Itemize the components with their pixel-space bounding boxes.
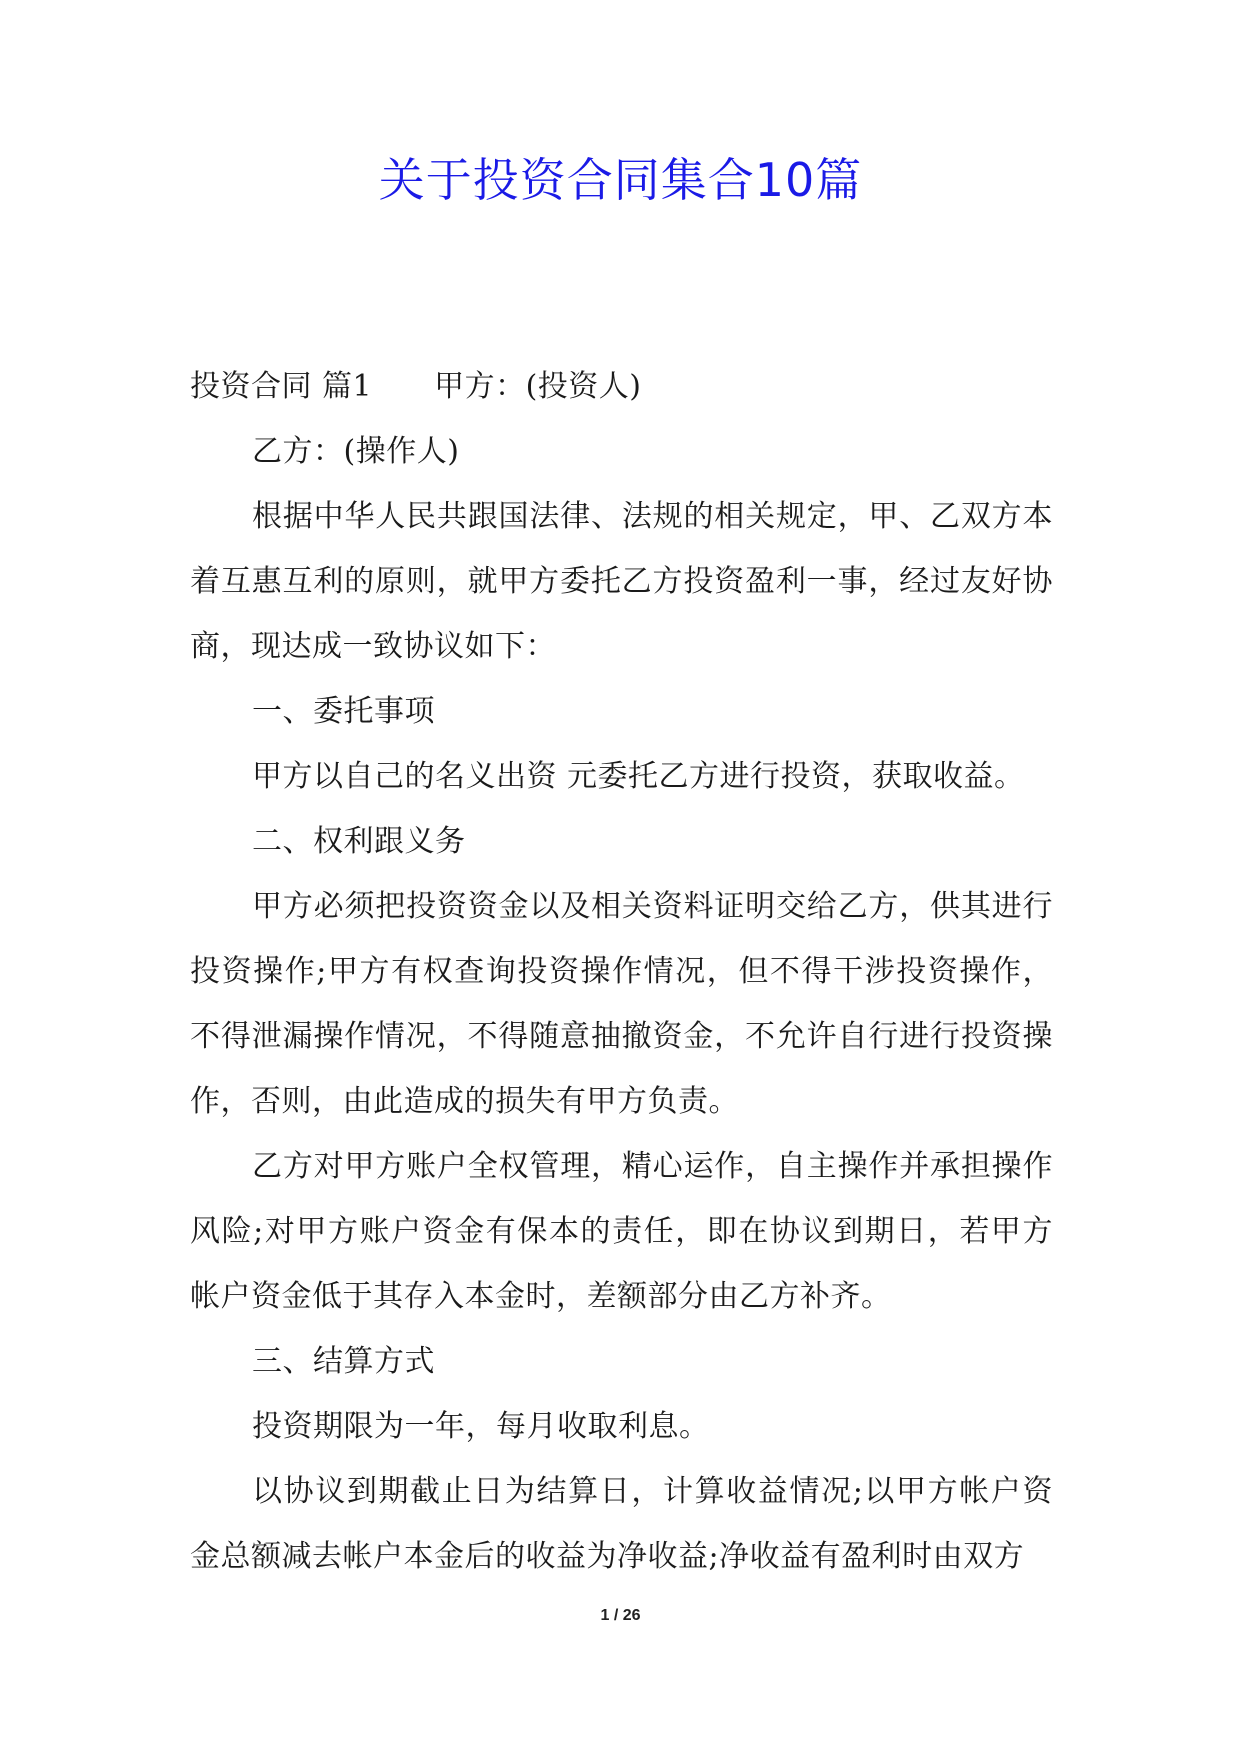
document-body xyxy=(190,354,1053,1589)
section-label: 篇1 xyxy=(322,369,373,404)
section-heading-2: 二、权利跟义务 xyxy=(252,824,466,859)
contract-heading: 投资合同 xyxy=(190,369,312,404)
paragraph-preamble: 根据中华人民共跟国法律、法规的相关规定，甲、乙双方本着互惠互利的原则，就甲方委托乙方投资盈利一事，经过友好协商，现达成一致协议如下： xyxy=(190,499,1053,664)
document-title: 关于投资合同集合10篇 xyxy=(378,153,863,207)
first-line xyxy=(190,354,1053,419)
paragraph-term: 投资期限为一年，每月收取利息。 xyxy=(252,1409,710,1444)
page-number: 1 / 26 xyxy=(600,1607,641,1624)
section-heading-1: 一、委托事项 xyxy=(252,694,435,729)
paragraph-party-b-duties: 乙方对甲方账户全权管理，精心运作，自主操作并承担操作风险;对甲方账户资金有保本的责任，即在协议到期日，若甲方帐户资金低于其存入本金时，差额部分由乙方补齐。 xyxy=(190,1149,1053,1314)
paragraph-settlement: 以协议到期截止日为结算日，计算收益情况;以甲方帐户资金总额减去帐户本金后的收益为净收益;净收益有盈利时由双方 xyxy=(190,1474,1053,1574)
paragraph-party-a-duties: 甲方必须把投资资金以及相关资料证明交给乙方，供其进行投资操作;甲方有权查询投资操作情况，但不得干涉投资操作，不得泄漏操作情况，不得随意抽撤资金，不允许自行进行投资操作，否则，由此造成的损失有甲方负责。 xyxy=(190,889,1053,1119)
party-b-label: 乙方：(操作人) xyxy=(252,434,460,469)
paragraph-entrustment: 甲方以自己的名义出资 元委托乙方进行投资，获取收益。 xyxy=(252,759,1025,794)
party-a-label: 甲方：(投资人) xyxy=(434,369,642,404)
section-heading-3: 三、结算方式 xyxy=(252,1344,435,1379)
